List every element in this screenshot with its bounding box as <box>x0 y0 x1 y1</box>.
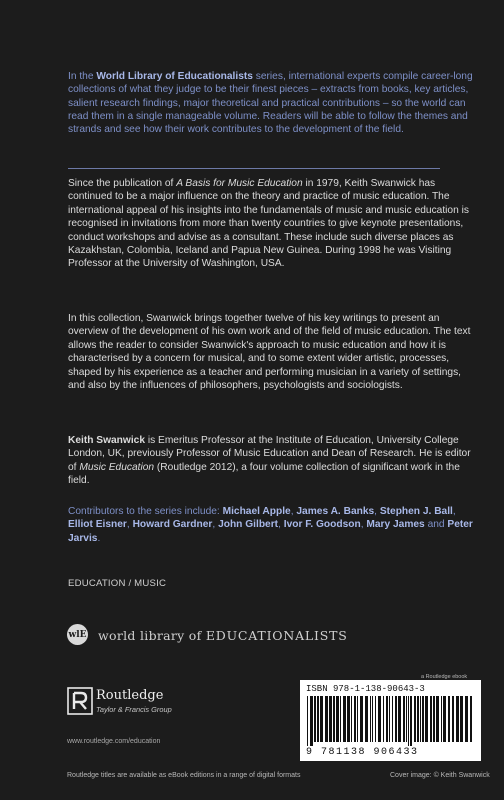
barcode-bar <box>422 696 424 742</box>
contributor-name: John Gilbert <box>218 519 279 531</box>
series-name: World Library of Educationalists <box>96 71 253 82</box>
barcode-bar <box>360 696 363 742</box>
contributor-name: Howard Gardner <box>132 519 213 531</box>
barcode-bar <box>347 696 350 742</box>
p3-part-b: (Routledge 2012), a four volume collection of significant work in the field. <box>68 461 460 487</box>
paragraph-collection: In this collection, Swanwick brings together twelve of his key writings to present an overview of the development of his own work and of the field of music education. The text allows the reader to consider Swanwick's approach to music education and how it is characterised by a concern for musical, and to some extent wider artistic, processes, shaped by his experience as a teacher and performing musician in a variety of settings, and also by the influences of philosophers, psychologists and sociologists. <box>68 313 471 392</box>
barcode-bar <box>436 696 439 742</box>
series-intro-prefix: In the <box>68 71 97 82</box>
barcode-bar <box>410 696 412 746</box>
barcode-bar <box>452 696 454 742</box>
contributor-name: Stephen J. Ball <box>379 506 453 517</box>
barcode-bar <box>392 696 393 742</box>
barcode-bar <box>441 696 442 742</box>
barcode-bar <box>320 696 323 742</box>
barcode-bar <box>325 696 328 742</box>
book-title-music-education: Music Education <box>79 461 155 473</box>
barcode-bar <box>403 696 405 742</box>
barcode-bar <box>310 696 313 746</box>
book-title-basis: A Basis for Music Education <box>176 178 303 189</box>
barcode-bar <box>340 696 341 742</box>
divider <box>68 168 440 169</box>
p1-part-a: Since the publication of <box>68 178 177 189</box>
barcode-bar <box>443 696 446 742</box>
barcode-bar <box>372 696 373 742</box>
wle-lower: world library of <box>98 628 206 643</box>
barcode-bar <box>414 696 416 742</box>
ebook-label: a Routledge ebook <box>421 674 468 680</box>
contributors-joiner: and <box>424 519 448 531</box>
barcode-bar <box>333 696 335 742</box>
barcode-bar <box>336 696 339 742</box>
barcode-bar <box>307 696 308 746</box>
barcode-bars <box>305 696 475 746</box>
wle-caps: EDUCATIONALISTS <box>205 628 348 643</box>
p3-part-a: is Emeritus Professor at the Institute of Education, University College London, UK, previously Professor of Music Education and Dean of Research. He is editor of <box>68 435 471 473</box>
paragraph-author-bio <box>68 434 480 488</box>
barcode-bar <box>386 696 388 742</box>
contributor-name: Ivor F. Goodson <box>283 519 361 531</box>
series-intro-text: series, international experts compile career-long collections of what they judge to be their finest pieces – extracts from books, key articles, salient research findings, major theoretical and practical contributions – so the world can read them in a single manageable volume. Readers will be able to follow the themes and strands and see how their work contributes to the development of the field. <box>68 71 473 136</box>
barcode-bar <box>395 696 397 742</box>
barcode-bar <box>389 696 390 742</box>
series-intro <box>68 70 476 136</box>
barcode-bar <box>329 696 332 742</box>
contributor-name: James A. Banks <box>296 506 375 517</box>
barcode-bar <box>465 696 468 742</box>
barcode-bar <box>370 696 371 742</box>
contributor-name: Michael Apple <box>222 506 291 517</box>
barcode-bar <box>456 696 459 742</box>
isbn: ISBN 978-1-138-90643-3 <box>306 684 425 694</box>
contributors-prefix: Contributors to the series include: <box>68 506 223 517</box>
publisher-tagline: Taylor & Francis Group <box>96 705 172 714</box>
barcode-bar <box>354 696 356 742</box>
cover-credit: Cover image: © Keith Swanwick <box>390 772 490 779</box>
barcode-bar <box>433 696 435 742</box>
barcode-bar <box>351 696 352 742</box>
barcode-bar <box>383 696 384 742</box>
barcode-bar <box>406 696 407 742</box>
barcode-bar <box>317 696 319 742</box>
p1-part-b: in 1979, Keith Swanwick has continued to be a major influence on the theory and practice of music education. The international appeal of his insights into the fundamentals of music and music education is recognised in invitations from more than twenty countries to give keynote presentations, conduct workshops and advise as a consultant. These include such diverse places as Kazakhstan, Colombia, Iceland and Papua New Guinea. During 1998 he was Visiting Professor at the University of Washington, USA. <box>68 178 469 270</box>
barcode-bar <box>420 696 421 742</box>
contributor-name: Elliot Eisner <box>68 519 127 531</box>
contributor-name: Mary James <box>366 519 425 531</box>
barcode-bar <box>343 696 346 742</box>
barcode-bar <box>417 696 419 742</box>
contributors-suffix: . <box>97 532 101 544</box>
contributor-names: Michael Apple, James A. Banks, Stephen J. Ball, Elliot Eisner, Howard Gardner, John Gilbert, Ivor F. Goodson, Mary James <box>68 506 456 531</box>
barcode-number: 9 781138 906433 <box>306 747 419 758</box>
contributor-last: Peter Jarvis <box>68 519 473 544</box>
subject-category: EDUCATION / MUSIC <box>68 578 167 589</box>
barcode-bar <box>378 696 381 742</box>
barcode-bar <box>425 696 428 742</box>
barcode-bar <box>430 696 432 742</box>
barcode-bar <box>448 696 450 742</box>
contributors-list <box>68 505 480 545</box>
routledge-r-icon <box>67 687 93 715</box>
barcode-bar <box>460 696 463 742</box>
ebook-note: Routledge titles are available as eBook editions in a range of digital formats <box>67 772 301 779</box>
barcode-bar <box>365 696 368 742</box>
publisher-url[interactable]: www.routledge.com/education <box>67 738 161 745</box>
barcode-bar <box>408 696 409 746</box>
paragraph-publication-history <box>68 177 480 271</box>
barcode-bar <box>470 696 472 742</box>
barcode-bar <box>357 696 358 742</box>
series-banner <box>98 628 348 643</box>
barcode-bar <box>314 696 316 742</box>
publisher-name: Routledge <box>96 688 164 703</box>
barcode-bar <box>398 696 401 742</box>
wle-logo: wlE <box>67 624 88 645</box>
barcode-bar <box>375 696 376 742</box>
author-name: Keith Swanwick <box>68 435 145 446</box>
